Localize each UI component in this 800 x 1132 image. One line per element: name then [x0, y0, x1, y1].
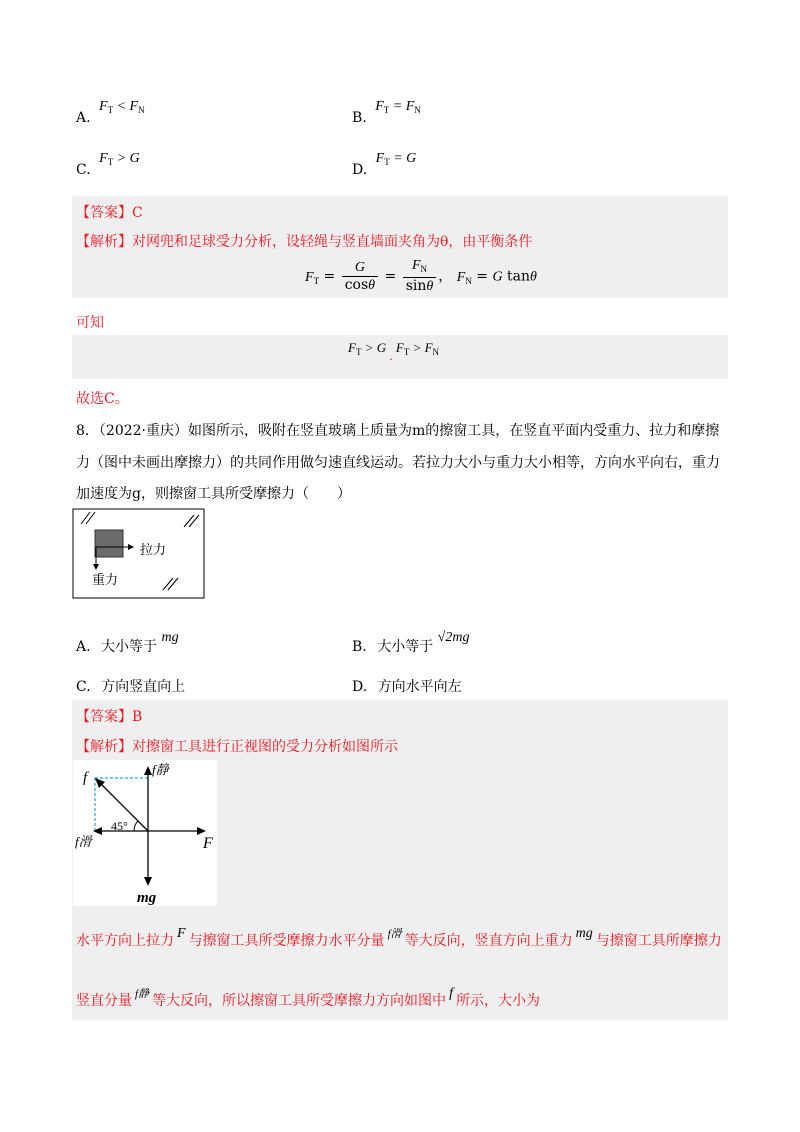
option-text: 方向水平向左 — [377, 679, 462, 695]
result-formula-q7: $F_T > G$ . $F_T > F_N$ — [348, 340, 440, 363]
mg-label: mg — [137, 890, 157, 906]
pull-label: 拉力 — [140, 542, 167, 557]
conclusion-q7: 故选C。 — [76, 391, 129, 407]
formula-ft-gt-g: $F_T > G$ — [99, 151, 140, 167]
option-d — [352, 676, 462, 696]
option-label: A. — [76, 639, 91, 655]
analysis-q7: 【解析】对网兜和足球受力分析，设轻绳与竖直墙面夹角为θ，由平衡条件 — [76, 234, 533, 250]
kezhi-q7: 可知 — [76, 315, 104, 331]
formula-ft-lt-fn: $F_T < F_N$ — [99, 99, 145, 115]
question-8-line-1: 8．（2022·重庆）如图所示，吸附在竖直玻璃上质量为m的擦窗工具，在竖直平面内受重力、拉力和摩擦 — [76, 423, 720, 439]
formula-ft-eq-g: $F_T = G$ — [375, 151, 417, 167]
answer-q7: 【答案】C — [76, 205, 143, 221]
f-hua-label: f滑 — [75, 834, 92, 849]
explanation-line-2: 竖直分量 $^{f静}$ 等大反向，所以擦窗工具所受摩擦力方向如图中 f 所示，大小为 — [76, 986, 540, 1009]
option-label: A. — [76, 110, 91, 126]
angle-label: 45° — [111, 819, 128, 833]
question-8-line-2: 力（图中未画出摩擦力）的共同作用做匀速直线运动。若拉力大小与重力大小相等，方向水平向右，重力 — [76, 455, 720, 471]
option-a — [76, 99, 145, 127]
option-d — [352, 151, 417, 179]
wiper-block — [95, 530, 123, 557]
option-label: C. — [76, 162, 91, 178]
formula-ft-eq-fn: $F_T = F_N$ — [375, 99, 421, 115]
F-label: F — [203, 835, 213, 852]
option-b — [352, 630, 470, 656]
option-expr: mg — [161, 630, 179, 645]
explanation-line-1: 水平方向上拉力 F 与擦窗工具所受摩擦力水平分量 $^{f滑}$ 等大反向，竖直方向上重力 mg 与擦窗工具所摩擦力 — [76, 926, 722, 949]
f-label: f — [83, 770, 88, 786]
option-text: 大小等于 — [377, 639, 434, 655]
force-diagram — [73, 760, 217, 906]
option-expr: √2mg — [437, 630, 470, 645]
question-8-line-3: 加速度为g，则擦窗工具所受摩擦力（ ） — [76, 486, 351, 502]
option-text: 大小等于 — [101, 639, 158, 655]
option-a — [76, 630, 179, 656]
option-c — [76, 151, 140, 179]
option-c — [76, 676, 185, 696]
analysis-q8: 【解析】对擦窗工具进行正视图的受力分析如图所示 — [76, 739, 398, 755]
option-label: D. — [352, 679, 368, 695]
answer-q8: 【答案】B — [76, 709, 143, 725]
formula-q7: $F_T$ = $\frac{G}{\cos\theta}$ = $\frac{F_N}{\sin\theta}$ ， $F_N = G$ tanθ — [305, 258, 537, 294]
f-jing-label: f静 — [152, 762, 169, 777]
gravity-label: 重力 — [92, 572, 119, 587]
window-figure — [72, 508, 206, 600]
option-label: B. — [352, 639, 367, 655]
option-label: C. — [76, 679, 91, 695]
option-label: B. — [352, 110, 367, 126]
option-label: D. — [352, 162, 368, 178]
option-b — [352, 99, 421, 127]
option-text: 方向竖直向上 — [101, 679, 186, 695]
